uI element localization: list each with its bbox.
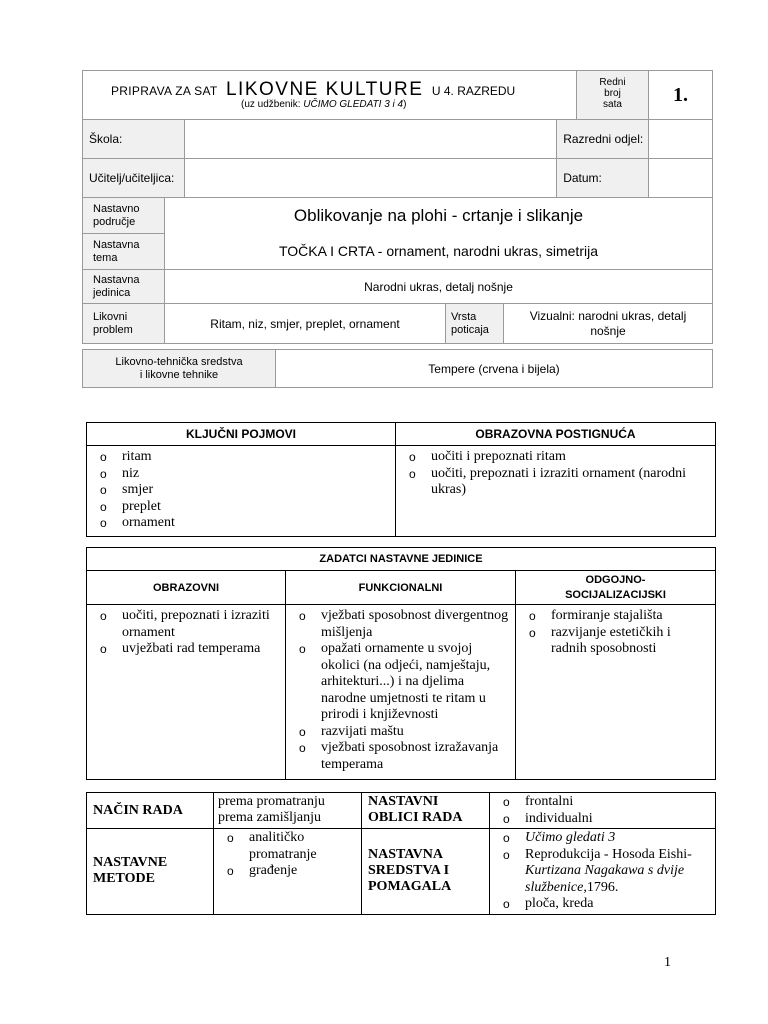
redni-broj-label: Redni broj sata xyxy=(576,71,649,120)
ucitelj-label: Učitelj/učiteljica: xyxy=(83,159,185,198)
list-item: o preplet xyxy=(88,499,394,516)
odgojni-heading: ODGOJNO- SOCIJALIZACIJSKI xyxy=(516,571,716,605)
header xyxy=(82,70,713,120)
list-item: o uvježbati rad temperama xyxy=(88,641,279,658)
razredni-odjel-field[interactable] xyxy=(649,120,713,159)
list-item: o uočiti, prepoznati i izraziti ornament xyxy=(88,608,279,641)
list-item: o opažati ornamente u svojoj okolici (na odjeći, namještaju, arhitekturi...) i na djelima narodne umjetnosti te ritam u prirodi i književnosti xyxy=(287,641,509,724)
list-item: o razvijati maštu xyxy=(287,724,509,741)
list-item: o niz xyxy=(88,466,394,483)
tema-label: Nastavna tema xyxy=(83,234,165,270)
sredstva-pomagala-list xyxy=(491,830,711,913)
skola-label: Škola: xyxy=(83,120,185,159)
oblici-rada-label: NASTAVNI OBLICI RADA xyxy=(362,793,490,829)
metode-list xyxy=(215,830,357,880)
list-item: o ploča, kreda xyxy=(491,896,711,913)
nacin-rada-label: NAČIN RADA xyxy=(87,793,214,829)
poticaj-label: Vrsta poticaja xyxy=(446,304,504,344)
rad-table xyxy=(86,792,716,915)
list-item: o uočiti i prepoznati ritam xyxy=(397,449,714,466)
oblici-list xyxy=(491,794,714,827)
kljucni-list xyxy=(88,449,394,532)
likovno-sredstva-label: Likovno-tehnička sredstva i likovne tehnike xyxy=(83,350,276,388)
jedinica-label: Nastavna jedinica xyxy=(83,270,165,304)
podrucje-label: Nastavno područje xyxy=(83,198,165,234)
datum-field[interactable] xyxy=(649,159,713,198)
list-item: o razvijanje estetičkih i radnih sposobnosti xyxy=(517,625,709,658)
list-item: o ornament xyxy=(88,515,394,532)
header-prefix: PRIPRAVA ZA SAT xyxy=(111,84,218,98)
list-item: o vježbati sposobnost divergentnog mišljenja xyxy=(287,608,509,641)
list-item: o Učimo gledati 3 xyxy=(491,830,711,847)
list-item: o uočiti, prepoznati i izraziti ornament (narodni ukras) xyxy=(397,466,714,499)
list-item: o smjer xyxy=(88,482,394,499)
tema-value: TOČKA I CRTA - ornament, narodni ukras, simetrija xyxy=(165,234,713,270)
odgojni-cell xyxy=(516,605,716,780)
header-subject: LIKOVNE KULTURE xyxy=(225,79,424,100)
info-table-2 xyxy=(82,197,713,344)
postignuca-list xyxy=(397,449,714,499)
nacin-rada-value: prema promatranju prema zamišljanju xyxy=(214,793,362,829)
kljucni-table xyxy=(86,422,716,537)
list-item: o formiranje stajališta xyxy=(517,608,709,625)
skola-field[interactable] xyxy=(184,120,556,159)
list-item: o Reprodukcija - Hosoda Eishi-Kurtizana Nagakawa s dvije službenice,1796. xyxy=(491,847,711,897)
list-item: o individualni xyxy=(491,811,714,828)
zadatci-table xyxy=(86,547,716,780)
datum-label: Datum: xyxy=(557,159,649,198)
header-title xyxy=(111,79,581,101)
funkcionalni-cell xyxy=(286,605,516,780)
problem-label: Likovni problem xyxy=(83,304,165,344)
list-item: o građenje xyxy=(215,863,357,880)
metode-label: NASTAVNE METODE xyxy=(87,829,214,915)
page-number: 1 xyxy=(664,955,671,970)
oblici-rada-cell xyxy=(490,793,716,829)
redni-broj-value: 1. xyxy=(649,71,713,120)
likovno-sredstva-value: Tempere (crvena i bijela) xyxy=(276,350,713,388)
list-item: o vježbati sposobnost izražavanja temperama xyxy=(287,740,509,773)
obrazovni-cell xyxy=(87,605,286,780)
sredstva-pomagala-label: NASTAVNA SREDSTVA I POMAGALA xyxy=(362,829,490,915)
kljucni-heading: KLJUČNI POJMOVI xyxy=(87,423,396,446)
podrucje-value: Oblikovanje na plohi - crtanje i slikanje xyxy=(165,198,713,234)
problem-value: Ritam, niz, smjer, preplet, ornament xyxy=(165,304,446,344)
list-item: o ritam xyxy=(88,449,394,466)
list-item: o frontalni xyxy=(491,794,714,811)
odgojni-list xyxy=(517,608,709,658)
header-grade: U 4. RAZREDU xyxy=(431,84,516,98)
postignuca-list-cell xyxy=(396,446,716,537)
funkcionalni-heading: FUNKCIONALNI xyxy=(286,571,516,605)
sredstva-table xyxy=(82,349,713,388)
razredni-odjel-label: Razredni odjel: xyxy=(557,120,649,159)
funkcionalni-list xyxy=(287,608,509,773)
poticaj-value: Vizualni: narodni ukras, detalj nošnje xyxy=(504,304,713,344)
ucitelj-field[interactable] xyxy=(184,159,556,198)
list-item: o analitičko promatranje xyxy=(215,830,357,863)
kljucni-list-cell xyxy=(87,446,396,537)
postignuca-heading: OBRAZOVNA POSTIGNUĆA xyxy=(396,423,716,446)
metode-cell xyxy=(214,829,362,915)
obrazovni-list xyxy=(88,608,279,658)
zadatci-heading: ZADATCI NASTAVNE JEDINICE xyxy=(87,548,716,571)
obrazovni-heading: OBRAZOVNI xyxy=(87,571,286,605)
info-table xyxy=(82,119,713,198)
sredstva-pomagala-cell xyxy=(490,829,716,915)
jedinica-value: Narodni ukras, detalj nošnje xyxy=(165,270,713,304)
header-textbook: (uz udžbenik: UČIMO GLEDATI 3 i 4) xyxy=(241,99,407,110)
